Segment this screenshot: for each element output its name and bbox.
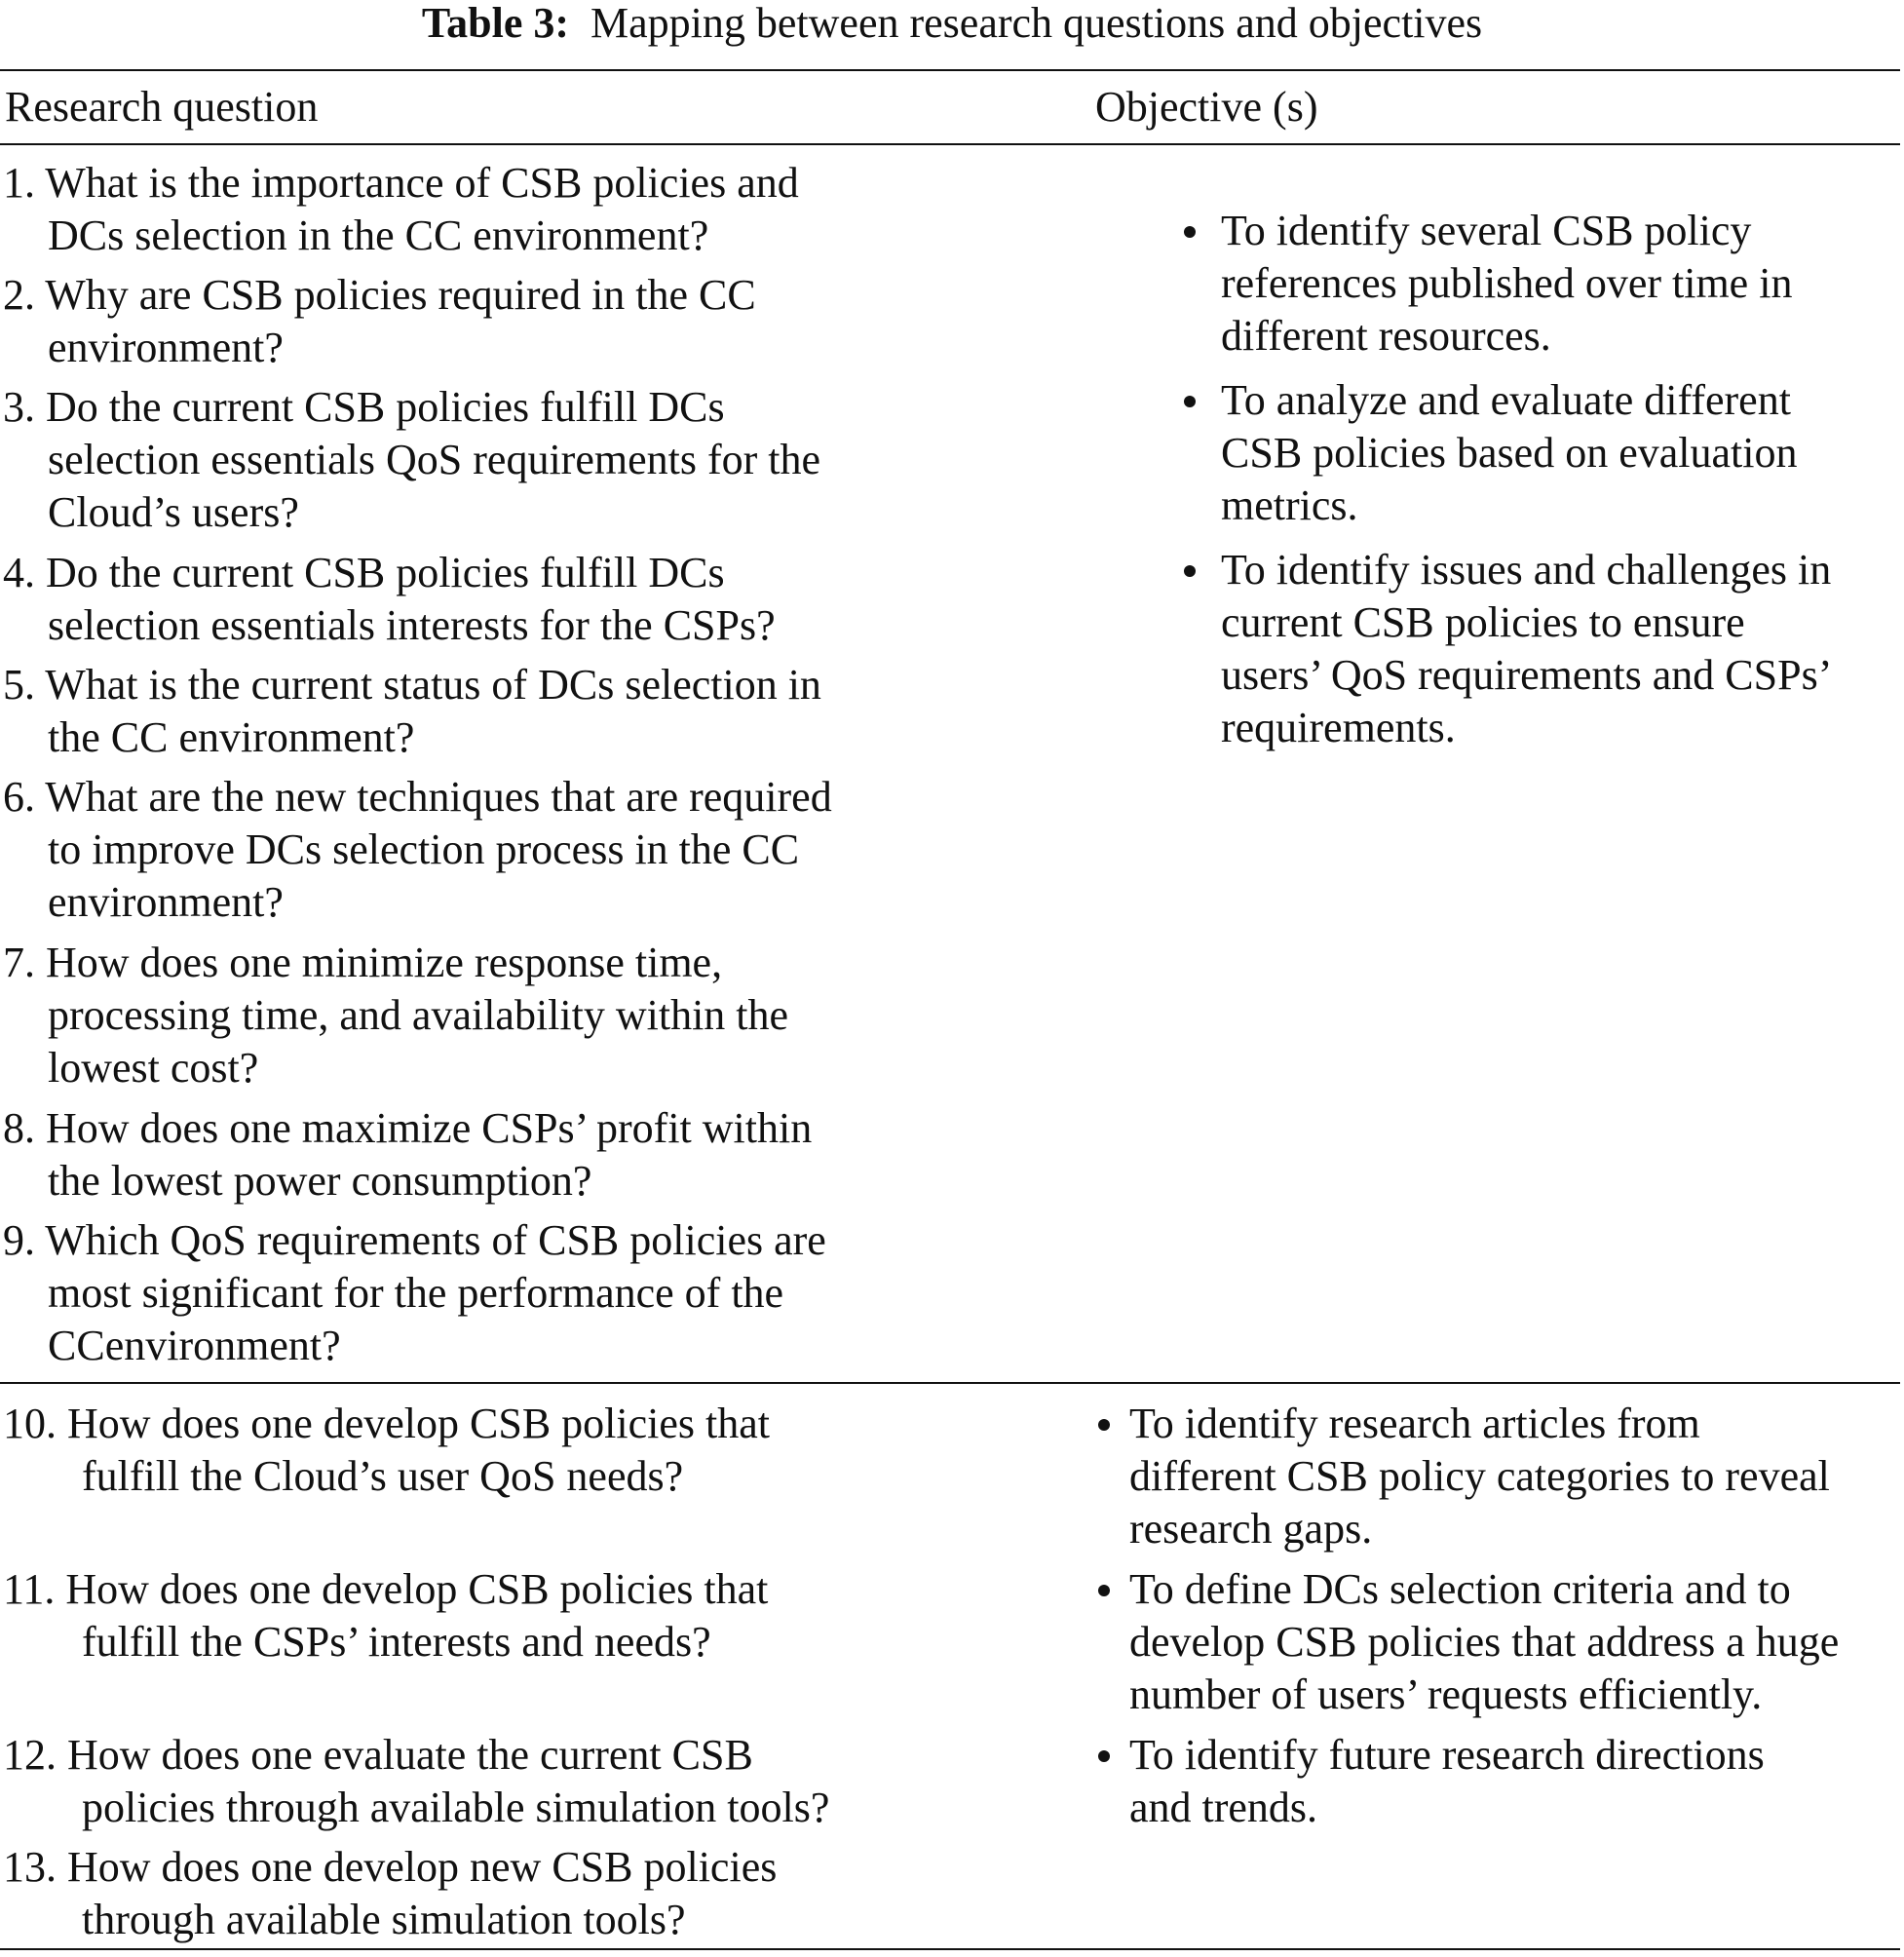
question-line: How does one develop CSB policies that [65,1565,769,1613]
question-number: 6. [3,773,35,821]
question-line: policies through available simulation tools? [82,1784,830,1831]
question-line: most significant for the performance of the [48,1269,784,1317]
objective-line: To identify several CSB policy [1221,207,1752,254]
bullet-icon [1098,1750,1110,1762]
objective-line: To identify future research directions [1129,1731,1765,1779]
question-1 [3,157,799,262]
question-line: How does one develop new CSB policies [67,1843,778,1891]
question-number: 5. [3,661,35,709]
question-line: Do the current CSB policies fulfill DCs [46,383,725,431]
objective-3 [1221,544,1832,754]
question-4 [3,547,776,652]
question-line: to improve DCs selection process in the CC [48,825,800,873]
question-2 [3,269,756,374]
question-line: Which QoS requirements of CSB policies are [45,1216,826,1264]
question-line: What are the new techniques that are required [45,773,832,821]
question-line: How does one evaluate the current CSB [67,1731,753,1779]
question-13 [3,1841,777,1946]
question-number: 10. [3,1400,57,1447]
column-header-objectives: Objective (s) [1095,83,1318,131]
question-12 [3,1729,829,1834]
question-number: 4. [3,549,35,596]
question-line: the CC environment? [48,713,415,761]
objective-line: metrics. [1221,481,1358,529]
question-line: Why are CSB policies required in the CC [45,271,756,319]
bullet-icon [1098,1585,1110,1596]
objective-line: To identify issues and challenges in [1221,546,1832,594]
objective-line: number of users’ requests efficiently. [1129,1670,1763,1718]
question-line: environment? [48,324,284,371]
bullet-icon [1098,1419,1110,1431]
question-line: What is the importance of CSB policies and [45,159,799,207]
question-line: selection essentials QoS requirements for the [48,436,821,483]
question-number: 2. [3,271,35,319]
question-line: selection essentials interests for the CSPs? [48,601,776,649]
objective-line: develop CSB policies that address a huge [1129,1618,1840,1666]
question-number: 3. [3,383,35,431]
objective-1 [1221,205,1792,363]
question-3 [3,381,820,539]
question-line: processing time, and availability within the [48,991,789,1039]
question-5 [3,659,821,764]
objective-line: research gaps. [1129,1505,1373,1553]
objective-line: To define DCs selection criteria and to [1129,1565,1791,1613]
question-line: Do the current CSB policies fulfill DCs [46,549,725,596]
question-number: 11. [3,1565,56,1613]
header-rule [0,143,1900,145]
objective-line: different resources. [1221,312,1551,360]
question-number: 13. [3,1843,57,1891]
objective-line: To analyze and evaluate different [1221,376,1791,424]
objective-line: references published over time in [1221,259,1793,307]
question-line: How does one minimize response time, [46,939,723,986]
question-8 [3,1102,812,1208]
question-number: 12. [3,1731,57,1779]
table-caption-text: Mapping between research questions and objectives [590,0,1483,47]
question-7 [3,937,788,1094]
question-line: fulfill the Cloud’s user QoS needs? [82,1452,684,1500]
question-number: 7. [3,939,35,986]
question-11 [3,1563,768,1669]
objective-line: current CSB policies to ensure [1221,598,1745,646]
column-header-research-question: Research question [5,83,319,131]
question-line: the lowest power consumption? [48,1157,592,1205]
question-line: Cloud’s users? [48,488,299,536]
question-line: environment? [48,878,284,926]
question-10 [3,1398,770,1503]
question-9 [3,1214,826,1372]
objective-6 [1129,1729,1765,1834]
bullet-icon [1184,226,1196,238]
question-number: 8. [3,1104,35,1152]
question-line: through available simulation tools? [82,1896,686,1943]
bullet-icon [1184,396,1196,407]
question-line: CCenvironment? [48,1322,341,1369]
group-divider-rule [0,1382,1900,1384]
objective-line: To identify research articles from [1129,1400,1700,1447]
objective-line: different CSB policy categories to reveal [1129,1452,1830,1500]
bullet-icon [1184,565,1196,577]
table-caption [0,0,1904,51]
bottom-rule [0,1948,1900,1950]
objective-line: CSB policies based on evaluation [1221,429,1798,477]
objective-4 [1129,1398,1830,1555]
question-line: How does one maximize CSPs’ profit within [46,1104,813,1152]
question-line: How does one develop CSB policies that [67,1400,771,1447]
question-line: DCs selection in the CC environment? [48,211,709,259]
objective-line: users’ QoS requirements and CSPs’ [1221,651,1833,699]
question-number: 9. [3,1216,35,1264]
question-line: fulfill the CSPs’ interests and needs? [82,1618,711,1666]
question-line: lowest cost? [48,1044,259,1092]
objective-line: requirements. [1221,704,1456,751]
objective-5 [1129,1563,1839,1721]
question-number: 1. [3,159,35,207]
question-6 [3,771,832,929]
objective-2 [1221,374,1797,532]
question-line: What is the current status of DCs selection in [45,661,821,709]
objective-line: and trends. [1129,1784,1318,1831]
table-caption-label: Table 3: [421,0,570,47]
top-rule [0,69,1900,71]
